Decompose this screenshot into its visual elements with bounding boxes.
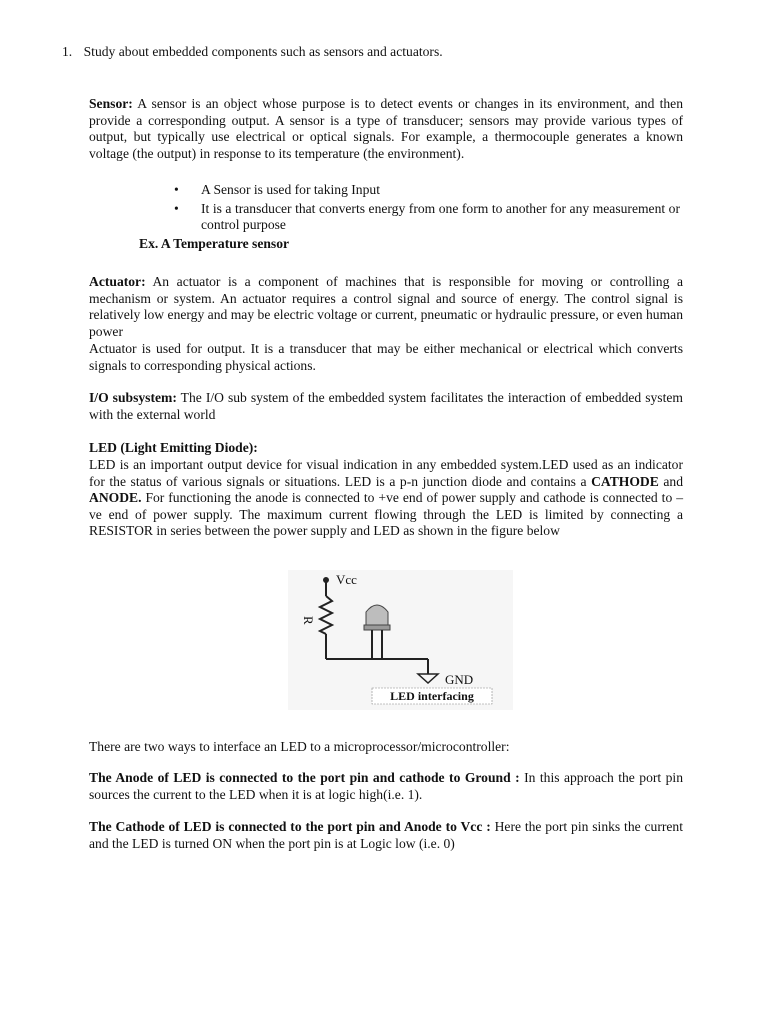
- list-item: [174, 201, 680, 234]
- ground-icon: [418, 674, 438, 683]
- cathode-method-title: The Cathode of LED is connected to the port pin and Anode to Vcc :: [89, 819, 491, 834]
- led-text-2: For functioning the anode is connected to +ve end of power supply and cathode is connected to –ve end of power supply. The maximum current flowing through the LED is limited by connecting a RESISTOR in series between the power supply and LED as shown in the figure below: [89, 490, 683, 539]
- led-and: and: [658, 473, 683, 489]
- gnd-label: GND: [445, 672, 474, 687]
- led-title: [89, 440, 258, 457]
- cathode-method-paragraph: [89, 819, 683, 852]
- actuator-paragraph-2: [89, 341, 683, 374]
- figure-caption: LED interfacing: [390, 689, 474, 703]
- sensor-bullet-list: [174, 182, 680, 234]
- ways-intro-text: There are two ways to interface an LED to a microprocessor/microcontroller:: [89, 739, 510, 754]
- led-interfacing-figure: [288, 570, 513, 710]
- sensor-example-text: Ex. A Temperature sensor: [139, 236, 290, 251]
- actuator-paragraph: [89, 274, 683, 340]
- bullet-icon: •: [174, 200, 179, 216]
- actuator-body: An actuator is a component of machines that is responsible for moving or controlling a mechanism or system. An actuator requires a control signal and source of energy. The control signal is relatively low energy and may be electric voltage or current, pneumatic or hydraulic pressure, or even human power: [89, 274, 683, 339]
- resistor-symbol: [320, 596, 332, 634]
- heading-text: Study about embedded components such as sensors and actuators.: [83, 44, 443, 59]
- io-term: I/O subsystem:: [89, 390, 177, 405]
- sensor-example: [139, 236, 289, 253]
- circuit-diagram: [288, 570, 513, 710]
- bullet-text: It is a transducer that converts energy from one form to another for any measurement or control purpose: [201, 200, 680, 233]
- bullet-icon: •: [174, 182, 179, 197]
- cathode-method-body: Here the port pin sinks the current and the LED is turned ON when the port pin is at Logic low (i.e. 0): [89, 819, 683, 851]
- sensor-paragraph: [89, 96, 683, 162]
- sensor-body: A sensor is an object whose purpose is to detect events or changes in its environment, and then provide a corresponding output. A sensor is a type of transducer; sensors may provide various types of output, but typically use electrical or optical signals. For example, a thermocouple generates a known voltage (the output) in response to its temperature (the environment).: [89, 96, 683, 161]
- led-icon: [366, 605, 388, 625]
- led-text-1: LED is an important output device for visual indication in any embedded system.LED used as an indicator for the status of various signals or situations. LED is a p-n junction diode and contains a: [89, 457, 683, 489]
- section-heading: [62, 44, 712, 61]
- resistor-label: R: [301, 616, 316, 625]
- led-base: [364, 625, 390, 630]
- anode-method-body: In this approach the port pin sources the current to the LED when it is at logic high(i.e. 1).: [89, 770, 683, 802]
- ways-intro: [89, 739, 683, 756]
- led-cathode: CATHODE: [591, 473, 659, 489]
- list-item: [174, 182, 680, 199]
- vcc-label: Vcc: [336, 572, 357, 587]
- led-anode: ANODE.: [89, 490, 142, 506]
- anode-method-paragraph: [89, 770, 683, 803]
- actuator-body-2: Actuator is used for output. It is a transducer that may be either mechanical or electrical which converts signals to corresponding physical actions.: [89, 341, 683, 373]
- led-title-text: LED (Light Emitting Diode):: [89, 440, 258, 455]
- io-paragraph: [89, 390, 683, 423]
- heading-number: 1.: [62, 44, 73, 59]
- io-body: The I/O sub system of the embedded system facilitates the interaction of embedded system with the external world: [89, 390, 683, 422]
- sensor-term: Sensor:: [89, 96, 133, 111]
- actuator-term: Actuator:: [89, 274, 146, 289]
- anode-method-title: The Anode of LED is connected to the port pin and cathode to Ground :: [89, 770, 520, 785]
- bullet-text: A Sensor is used for taking Input: [201, 182, 380, 197]
- led-paragraph: [89, 457, 683, 540]
